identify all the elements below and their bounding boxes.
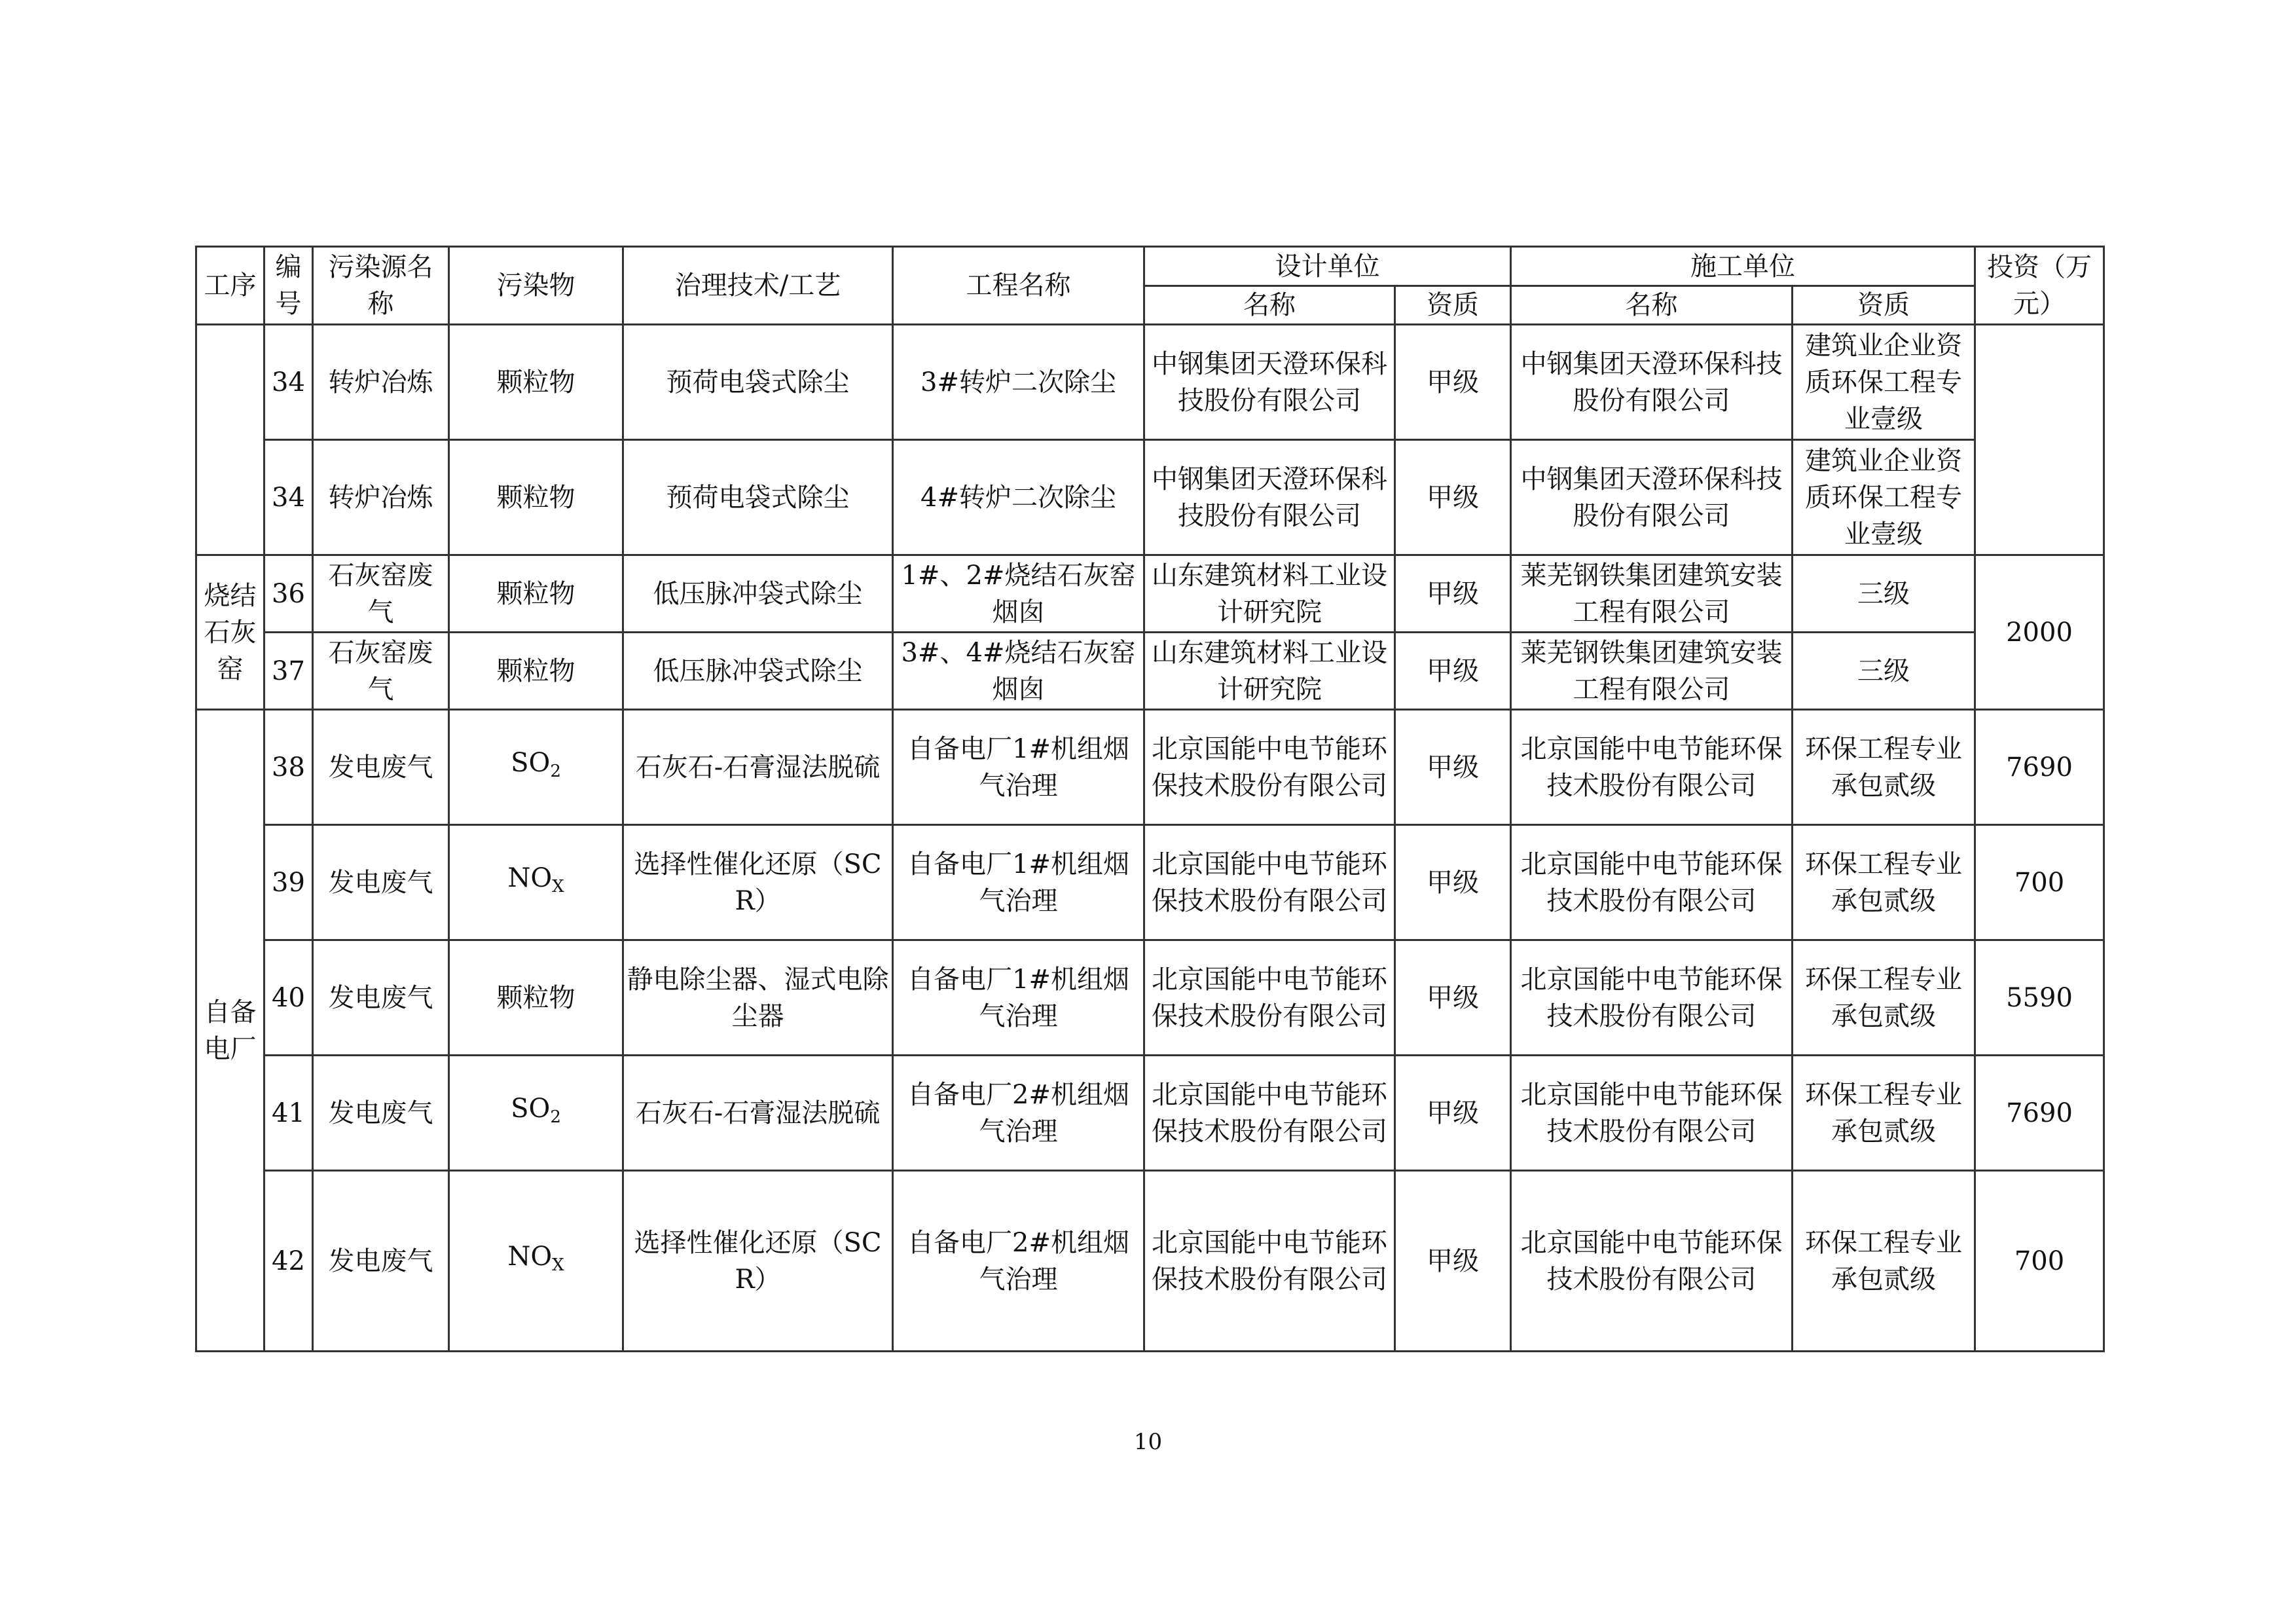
tech-cell: 选择性催化还原（SCR） <box>623 825 893 940</box>
construction-name-cell: 莱芜钢铁集团建筑安装工程有限公司 <box>1511 633 1793 710</box>
table-row <box>196 710 2104 825</box>
header-row-top <box>196 247 2104 286</box>
construction-name-cell: 北京国能中电节能环保技术股份有限公司 <box>1511 940 1793 1056</box>
tech-cell: 预荷电袋式除尘 <box>623 440 893 555</box>
number-cell: 41 <box>264 1056 313 1171</box>
header-construction-unit: 施工单位 <box>1511 247 1975 286</box>
construction-name-cell: 北京国能中电节能环保技术股份有限公司 <box>1511 825 1793 940</box>
tech-cell: 低压脉冲袋式除尘 <box>623 555 893 633</box>
table-row <box>196 940 2104 1056</box>
design-name-cell: 山东建筑材料工业设计研究院 <box>1144 633 1395 710</box>
header-construction-qualification: 资质 <box>1793 286 1975 325</box>
pollutant-subscript: 2 <box>550 1107 561 1127</box>
pollutant-text: 颗粒物 <box>496 655 575 686</box>
construction-qualification-cell: 环保工程专业承包贰级 <box>1793 940 1975 1056</box>
number-cell: 36 <box>264 555 313 633</box>
source-cell: 转炉冶炼 <box>313 325 449 440</box>
investment-cell: 7690 <box>1975 710 2104 825</box>
header-tech: 治理技术/工艺 <box>623 247 893 325</box>
design-qualification-cell: 甲级 <box>1395 710 1511 825</box>
design-name-cell: 北京国能中电节能环保技术股份有限公司 <box>1144 940 1395 1056</box>
pollutant-subscript: 2 <box>550 762 561 781</box>
design-qualification-cell: 甲级 <box>1395 440 1511 555</box>
pollutant-text: NO <box>507 863 553 893</box>
design-qualification-cell: 甲级 <box>1395 825 1511 940</box>
number-cell: 34 <box>264 325 313 440</box>
design-name-cell: 北京国能中电节能环保技术股份有限公司 <box>1144 825 1395 940</box>
construction-qualification-cell: 三级 <box>1793 555 1975 633</box>
construction-qualification-cell: 建筑业企业资质环保工程专业壹级 <box>1793 325 1975 440</box>
source-cell: 石灰窑废气 <box>313 633 449 710</box>
investment-cell: 5590 <box>1975 940 2104 1056</box>
page-number: 10 <box>1133 1429 1163 1455</box>
project-cell: 自备电厂1#机组烟气治理 <box>893 940 1144 1056</box>
design-qualification-cell: 甲级 <box>1395 1056 1511 1171</box>
pollutant-cell <box>449 633 623 710</box>
tech-cell: 静电除尘器、湿式电除尘器 <box>623 940 893 1056</box>
number-cell: 42 <box>264 1171 313 1352</box>
project-cell: 自备电厂2#机组烟气治理 <box>893 1171 1144 1352</box>
pollutant-text: 颗粒物 <box>496 982 575 1013</box>
header-project: 工程名称 <box>893 247 1144 325</box>
design-qualification-cell: 甲级 <box>1395 940 1511 1056</box>
pollutant-text: 颗粒物 <box>496 482 575 513</box>
tech-cell: 石灰石-石膏湿法脱硫 <box>623 710 893 825</box>
table-row <box>196 633 2104 710</box>
header-process: 工序 <box>196 247 264 325</box>
design-name-cell: 中钢集团天澄环保科技股份有限公司 <box>1144 440 1395 555</box>
construction-qualification-cell: 环保工程专业承包贰级 <box>1793 825 1975 940</box>
pollutant-cell <box>449 440 623 555</box>
source-cell: 发电废气 <box>313 1171 449 1352</box>
construction-qualification-cell: 环保工程专业承包贰级 <box>1793 1056 1975 1171</box>
design-qualification-cell: 甲级 <box>1395 633 1511 710</box>
project-cell: 3#转炉二次除尘 <box>893 325 1144 440</box>
design-qualification-cell: 甲级 <box>1395 1171 1511 1352</box>
table-row <box>196 1056 2104 1171</box>
table-row <box>196 555 2104 633</box>
process-cell: 自备电厂 <box>196 710 264 1352</box>
project-cell: 自备电厂1#机组烟气治理 <box>893 710 1144 825</box>
pollutant-text: NO <box>507 1242 553 1272</box>
investment-cell: 700 <box>1975 825 2104 940</box>
pollutant-text: SO <box>511 748 551 778</box>
pollutant-text: 颗粒物 <box>496 367 575 397</box>
pollution-control-table <box>195 246 2105 1352</box>
process-cell <box>196 325 264 555</box>
pollutant-subscript: X <box>552 877 564 896</box>
source-cell: 发电废气 <box>313 825 449 940</box>
pollutant-cell <box>449 325 623 440</box>
project-cell: 4#转炉二次除尘 <box>893 440 1144 555</box>
design-name-cell: 北京国能中电节能环保技术股份有限公司 <box>1144 1171 1395 1352</box>
source-cell: 石灰窑废气 <box>313 555 449 633</box>
construction-name-cell: 北京国能中电节能环保技术股份有限公司 <box>1511 710 1793 825</box>
pollutant-cell <box>449 555 623 633</box>
construction-name-cell: 北京国能中电节能环保技术股份有限公司 <box>1511 1056 1793 1171</box>
pollutant-text: SO <box>511 1094 551 1124</box>
table-body <box>196 325 2104 1352</box>
investment-cell <box>1975 325 2104 555</box>
investment-cell: 700 <box>1975 1171 2104 1352</box>
construction-qualification-cell: 环保工程专业承包贰级 <box>1793 710 1975 825</box>
header-design-name: 名称 <box>1144 286 1395 325</box>
project-cell: 1#、2#烧结石灰窑烟囱 <box>893 555 1144 633</box>
design-name-cell: 北京国能中电节能环保技术股份有限公司 <box>1144 710 1395 825</box>
number-cell: 40 <box>264 940 313 1056</box>
pollutant-cell <box>449 1056 623 1171</box>
project-cell: 自备电厂1#机组烟气治理 <box>893 825 1144 940</box>
pollutant-cell <box>449 1171 623 1352</box>
construction-qualification-cell: 建筑业企业资质环保工程专业壹级 <box>1793 440 1975 555</box>
header-design-qualification: 资质 <box>1395 286 1511 325</box>
design-name-cell: 山东建筑材料工业设计研究院 <box>1144 555 1395 633</box>
design-qualification-cell: 甲级 <box>1395 325 1511 440</box>
source-cell: 发电废气 <box>313 710 449 825</box>
source-cell: 转炉冶炼 <box>313 440 449 555</box>
pollutant-cell <box>449 940 623 1056</box>
header-design-unit: 设计单位 <box>1144 247 1511 286</box>
number-cell: 38 <box>264 710 313 825</box>
construction-name-cell: 中钢集团天澄环保科技股份有限公司 <box>1511 440 1793 555</box>
pollutant-cell <box>449 825 623 940</box>
header-investment: 投资（万元） <box>1975 247 2104 325</box>
construction-name-cell: 中钢集团天澄环保科技股份有限公司 <box>1511 325 1793 440</box>
tech-cell: 低压脉冲袋式除尘 <box>623 633 893 710</box>
tech-cell: 预荷电袋式除尘 <box>623 325 893 440</box>
construction-name-cell: 莱芜钢铁集团建筑安装工程有限公司 <box>1511 555 1793 633</box>
number-cell: 34 <box>264 440 313 555</box>
tech-cell: 石灰石-石膏湿法脱硫 <box>623 1056 893 1171</box>
header-pollutant: 污染物 <box>449 247 623 325</box>
source-cell: 发电废气 <box>313 940 449 1056</box>
table-row <box>196 825 2104 940</box>
tech-cell: 选择性催化还原（SCR） <box>623 1171 893 1352</box>
investment-cell: 7690 <box>1975 1056 2104 1171</box>
process-cell: 烧结石灰窑 <box>196 555 264 710</box>
header-construction-name: 名称 <box>1511 286 1793 325</box>
pollutant-cell <box>449 710 623 825</box>
design-name-cell: 中钢集团天澄环保科技股份有限公司 <box>1144 325 1395 440</box>
table-row <box>196 325 2104 440</box>
table-row <box>196 1171 2104 1352</box>
source-cell: 发电废气 <box>313 1056 449 1171</box>
number-cell: 37 <box>264 633 313 710</box>
project-cell: 自备电厂2#机组烟气治理 <box>893 1056 1144 1171</box>
construction-name-cell: 北京国能中电节能环保技术股份有限公司 <box>1511 1171 1793 1352</box>
design-qualification-cell: 甲级 <box>1395 555 1511 633</box>
construction-qualification-cell: 环保工程专业承包贰级 <box>1793 1171 1975 1352</box>
pollutant-text: 颗粒物 <box>496 578 575 609</box>
investment-cell: 2000 <box>1975 555 2104 710</box>
table-row <box>196 440 2104 555</box>
pollutant-subscript: X <box>552 1255 564 1275</box>
design-name-cell: 北京国能中电节能环保技术股份有限公司 <box>1144 1056 1395 1171</box>
number-cell: 39 <box>264 825 313 940</box>
project-cell: 3#、4#烧结石灰窑烟囱 <box>893 633 1144 710</box>
header-number: 编号 <box>264 247 313 325</box>
header-source: 污染源名称 <box>313 247 449 325</box>
construction-qualification-cell: 三级 <box>1793 633 1975 710</box>
